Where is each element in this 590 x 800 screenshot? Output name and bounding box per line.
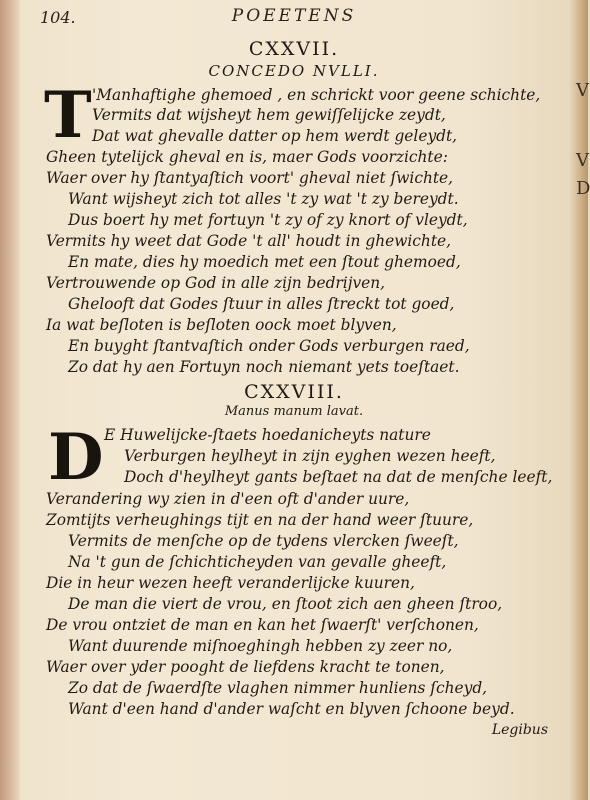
verse-line: Want wijsheyt zich tot alles 't zy wat 't zy bereydt. bbox=[68, 190, 459, 208]
verse-line: Doch d'heylheyt gants beſtaet na dat de menſche leeft, bbox=[124, 468, 553, 486]
verse-line: De vrou ontziet de man en kan het ſwaerſt' verſchonen, bbox=[46, 616, 479, 634]
verse-line: Ia wat beſloten is beſloten oock moet blyven, bbox=[46, 316, 397, 334]
verse-line: Dat wat ghevalle datter op hem werdt geleydt, bbox=[92, 127, 458, 145]
poem-number: CXXVIII. bbox=[244, 381, 344, 403]
verse-line: Zomtijts verheughings tijt en na der hand weer ſtuure, bbox=[46, 511, 474, 529]
verse-line: Die in heur wezen heeft veranderlijcke kuuren, bbox=[46, 574, 415, 592]
facing-page-fragment: V bbox=[576, 150, 589, 171]
drop-cap: D bbox=[48, 420, 104, 495]
verse-line: Verburgen heylheyt in zijn eyghen wezen heeft, bbox=[124, 447, 496, 465]
verse-line: Vertrouwende op God in alle zijn bedrijven, bbox=[46, 274, 386, 292]
drop-cap: T bbox=[44, 78, 92, 153]
verse-line: Verandering wy zien in d'een oft d'ander uure, bbox=[46, 490, 410, 508]
facing-page-fragment: V bbox=[576, 80, 589, 101]
verse-line: En mate, dies hy moedich met een ſtout ghemoed, bbox=[68, 253, 461, 271]
verse-line: Gheen tytelijck gheval en is, maer Gods voorzichte: bbox=[46, 148, 448, 166]
verse-line: De man die viert de vrou, en ſtoot zich aen gheen ſtroo, bbox=[68, 595, 503, 613]
verse-line: E Huwelijcke-ſtaets hoedanicheyts nature bbox=[104, 426, 431, 444]
verse-line: Vermits de menſche op de tydens vlercken ſweeſt, bbox=[68, 532, 459, 550]
verse-line: Vermits hy weet dat Gode 't all' houdt in ghewichte, bbox=[46, 232, 452, 250]
verse-line: Want d'een hand d'ander waſcht en blyven ſchoone beyd. bbox=[68, 700, 515, 718]
poem-motto: CONCEDO NVLLI. bbox=[208, 62, 380, 80]
verse-line: Ghelooft dat Godes ſtuur in alles ſtreckt tot goed, bbox=[68, 295, 455, 313]
poem-motto: Manus manum lavat. bbox=[224, 404, 364, 419]
verse-line: Want duurende miſnoeghingh hebben zy zeer no, bbox=[68, 637, 453, 655]
poem-number: CXXVII. bbox=[248, 38, 340, 60]
page-number: 104. bbox=[40, 8, 76, 27]
verse-line: 'Manhaftighe ghemoed , en schrickt voor geene schichte, bbox=[92, 86, 541, 104]
facing-page-fragment: D bbox=[576, 178, 590, 199]
verse-line: Na 't gun de ſchichticheyden van gevalle gheeft, bbox=[68, 553, 447, 571]
verse-line: Waer over hy ſtantyaſtich voort' gheval niet ſwichte, bbox=[46, 169, 454, 187]
verse-line: Zo dat hy aen Fortuyn noch niemant yets toeſtaet. bbox=[68, 358, 460, 376]
verse-line: Dus boert hy met fortuyn 't zy of zy knort of vleydt, bbox=[68, 211, 468, 229]
running-head: POEETENS bbox=[231, 6, 357, 26]
verse-line: Vermits dat wijsheyt hem gewiſſelijcke zeydt, bbox=[92, 106, 446, 124]
verse-line: Waer over yder pooght de liefdens kracht te tonen, bbox=[46, 658, 445, 676]
verse-line: En buyght ſtantvaſtich onder Gods verburgen raed, bbox=[68, 337, 470, 355]
catchword: Legibus bbox=[491, 722, 548, 738]
verse-line: Zo dat de ſwaerdſte vlaghen nimmer hunliens ſcheyd, bbox=[68, 679, 488, 697]
